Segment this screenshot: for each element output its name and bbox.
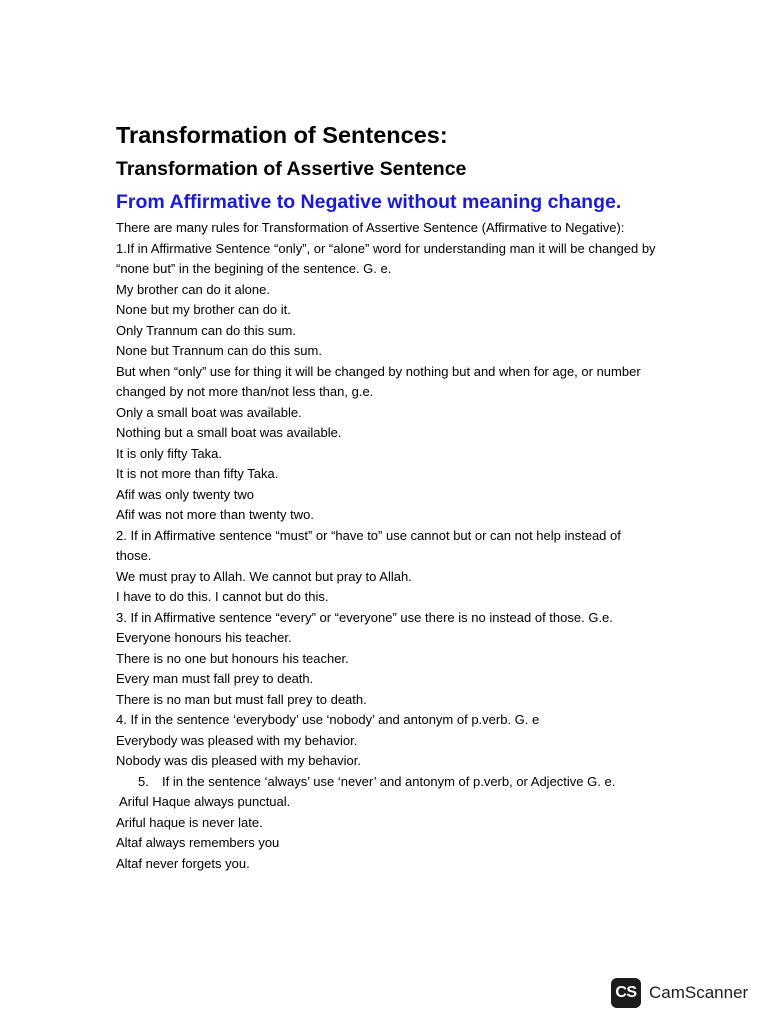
camscanner-logo-icon: CS bbox=[611, 978, 641, 1008]
document-subtitle: Transformation of Assertive Sentence bbox=[116, 158, 467, 180]
rule-2: 2. If in Affirmative sentence “must” or “have to” use cannot but or can not help instead of those. bbox=[116, 527, 621, 563]
example-line: None but my brother can do it. bbox=[116, 302, 291, 317]
example-line: It is only fifty Taka. bbox=[116, 445, 222, 461]
rule-3: 3. If in Affirmative sentence “every” or “everyone” use there is no instead of those. G.e. bbox=[116, 609, 613, 625]
example-line: Everyone honours his teacher. bbox=[116, 630, 292, 645]
intro-paragraph: There are many rules for Transformation of Assertive Sentence (Affirmative to Negative): bbox=[116, 220, 625, 235]
rule-4: 4. If in the sentence ‘everybody’ use ‘nobody’ and antonym of p.verb. G. e bbox=[116, 712, 540, 727]
example-line: Ariful Haque always punctual. bbox=[119, 794, 291, 809]
document-title: Transformation of Sentences: bbox=[116, 122, 448, 148]
camscanner-label: CamScanner bbox=[649, 983, 749, 1002]
example-line: There is no one but honours his teacher. bbox=[116, 650, 349, 666]
example-line: It is not more than fifty Taka. bbox=[116, 466, 279, 481]
example-line: Only a small boat was available. bbox=[116, 404, 302, 420]
rule-5 bbox=[138, 772, 656, 793]
rule-5-number: 5. bbox=[138, 773, 149, 789]
example-line: I have to do this. I cannot but do this. bbox=[116, 589, 329, 604]
rule-5-text: If in the sentence ‘always’ use ‘never’ and antonym of p.verb, or Adjective G. e. bbox=[162, 773, 616, 789]
section-heading: From Affirmative to Negative without meaning change. bbox=[116, 191, 622, 213]
example-line: There is no man but must fall prey to death. bbox=[116, 691, 367, 707]
example-line: Only Trannum can do this sum. bbox=[116, 322, 296, 338]
example-line: Afif was only twenty two bbox=[116, 486, 254, 502]
example-line: Every man must fall prey to death. bbox=[116, 671, 314, 686]
example-line: Altaf never forgets you. bbox=[116, 855, 250, 871]
example-line: Everybody was pleased with my behavior. bbox=[116, 732, 358, 748]
example-line: Nothing but a small boat was available. bbox=[116, 425, 342, 440]
example-line: We must pray to Allah. We cannot but pray to Allah. bbox=[116, 568, 412, 584]
document-page bbox=[116, 118, 656, 874]
example-line: None but Trannum can do this sum. bbox=[116, 343, 322, 358]
example-line: Altaf always remembers you bbox=[116, 835, 280, 850]
document-body bbox=[116, 218, 656, 874]
rule-1-note: But when “only” use for thing it will be changed by nothing but and when for age, or number changed by not more than/not less than, g.e. bbox=[116, 363, 641, 399]
camscanner-watermark bbox=[611, 978, 748, 1008]
example-line: Ariful haque is never late. bbox=[116, 814, 263, 830]
example-line: Afif was not more than twenty two. bbox=[116, 507, 314, 522]
rule-1: 1.If in Affirmative Sentence “only”, or “alone” word for understanding man it will be changed by “none but” in the begining of the sentence. G. e. bbox=[116, 240, 656, 276]
example-line: Nobody was dis pleased with my behavior. bbox=[116, 753, 361, 768]
example-line: My brother can do it alone. bbox=[116, 281, 270, 297]
